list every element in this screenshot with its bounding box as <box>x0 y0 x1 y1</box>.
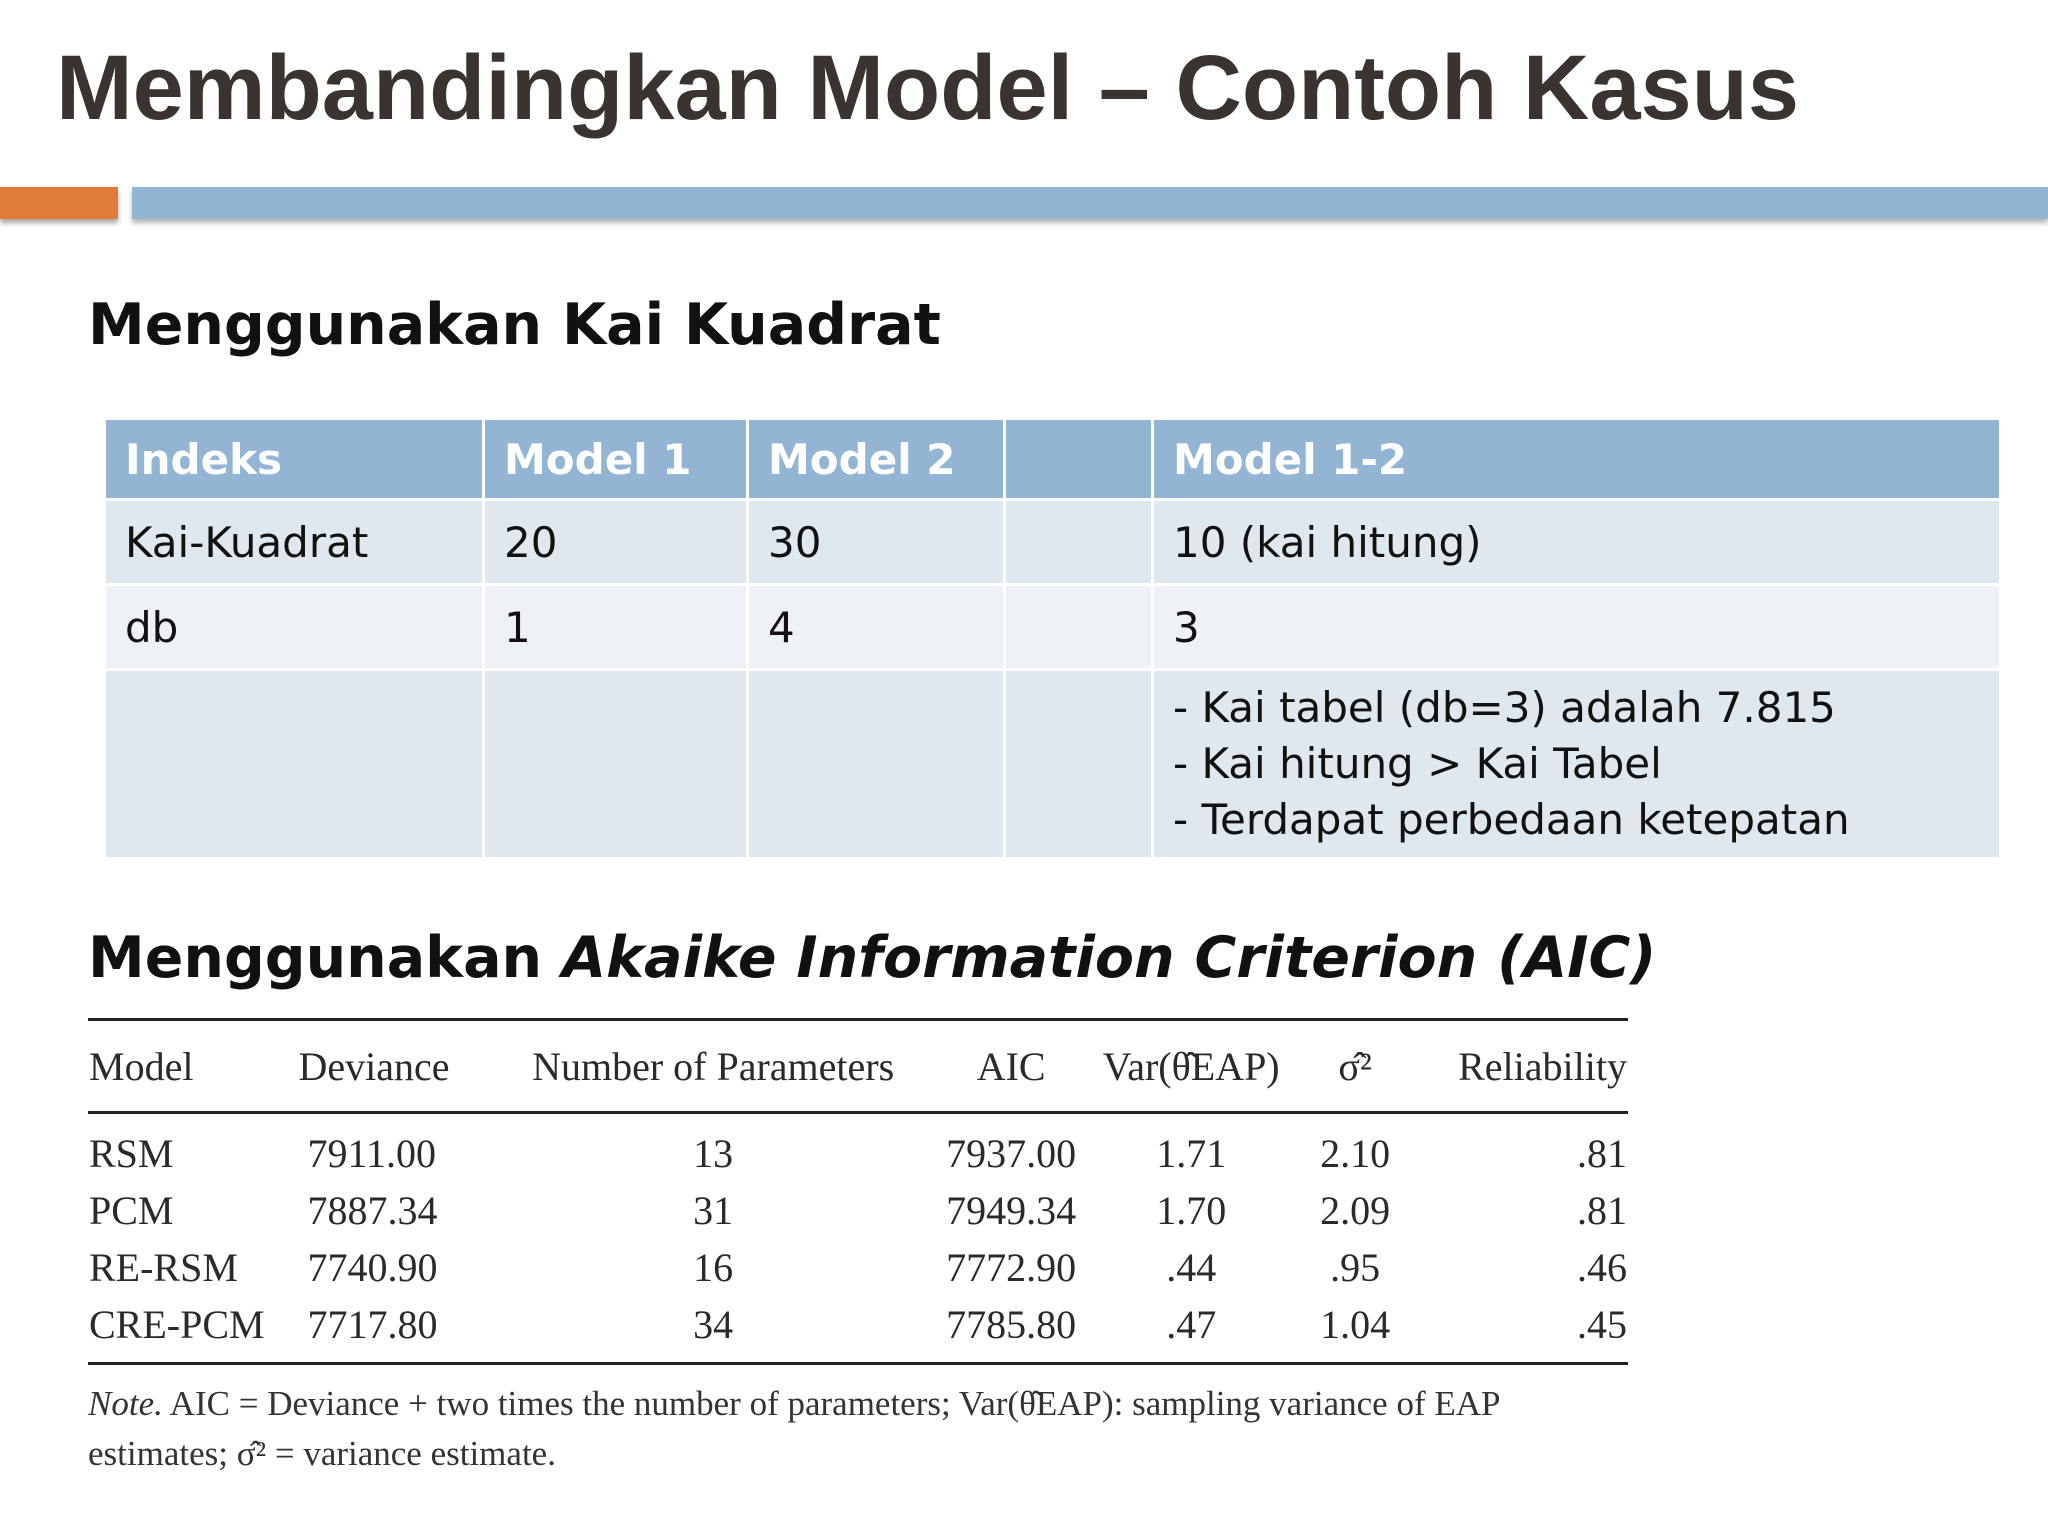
table-cell <box>1005 500 1153 585</box>
table-cell: 1.70 <box>1156 1188 1227 1233</box>
table-cell: 31 <box>693 1188 734 1233</box>
table-cell: .81 <box>1577 1188 1627 1233</box>
table-cell <box>105 670 484 859</box>
chi-square-table <box>103 417 2002 860</box>
table-row <box>88 1113 1628 1183</box>
table-note <box>88 1379 1628 1479</box>
note-label: Note. <box>88 1384 163 1423</box>
table-cell: db <box>105 585 484 670</box>
table-cell: 1.04 <box>1320 1302 1391 1347</box>
aic-table-image <box>88 1018 1628 1479</box>
section-heading-aic <box>88 925 1656 991</box>
table-cell <box>1005 585 1153 670</box>
aic-header-row <box>88 1020 1628 1113</box>
header-indeks: Indeks <box>105 419 484 500</box>
table-cell: .46 <box>1577 1245 1627 1290</box>
header-reliability: Reliability <box>1458 1043 1627 1089</box>
table-cell: 20 <box>484 500 748 585</box>
header-model-1: Model 1 <box>484 419 748 500</box>
header-number-of-parameters: Number of Parameters <box>532 1043 895 1089</box>
note-line: - Kai tabel (db=3) adalah 7.815 <box>1173 683 1836 732</box>
header-model: Model <box>89 1043 194 1089</box>
table-cell: 7911.00 <box>307 1131 436 1176</box>
table-cell: 7717.80 <box>307 1302 438 1347</box>
note-text: AIC = Deviance + two times the number of parameters; Var(θ̂EAP): sampling variance of EAP estimates; σ̂² = variance estimate. <box>88 1384 1500 1473</box>
table-cell: 1.71 <box>1156 1131 1227 1176</box>
table-cell: 7937.00 <box>946 1131 1077 1176</box>
table-cell: 2.09 <box>1320 1188 1391 1233</box>
heading-italic: Akaike Information Criterion (AIC) <box>561 925 1657 991</box>
table-cell: 2.10 <box>1320 1131 1391 1176</box>
table-cell: .95 <box>1330 1245 1381 1290</box>
table-row <box>88 1296 1628 1364</box>
slide-title: Membandingkan Model – Contoh Kasus <box>56 37 1800 139</box>
chi-row-kai-kuadrat <box>105 500 2001 585</box>
note-line: - Terdapat perbedaan ketepatan <box>1173 795 1850 844</box>
accent-bar-blue <box>132 187 2048 219</box>
table-cell: 3 <box>1153 585 2001 670</box>
table-cell: 13 <box>693 1131 734 1176</box>
table-cell: CRE-PCM <box>89 1302 265 1347</box>
table-row <box>88 1182 1628 1239</box>
table-cell: 7772.90 <box>946 1245 1077 1290</box>
header-empty <box>1005 419 1153 500</box>
table-cell: 34 <box>693 1302 734 1347</box>
header-var-eap: Var(θ̂EAP) <box>1102 1043 1280 1089</box>
header-sigma-squared: σ̂² <box>1338 1043 1372 1089</box>
table-cell: 10 (kai hitung) <box>1153 500 2001 585</box>
table-cell: Kai-Kuadrat <box>105 500 484 585</box>
table-cell: 7949.34 <box>946 1188 1077 1233</box>
table-cell <box>748 670 1005 859</box>
table-cell: 16 <box>693 1245 734 1290</box>
accent-bar-orange <box>0 187 118 219</box>
note-line: - Kai hitung > Kai Tabel <box>1173 739 1662 788</box>
header-model-1-2: Model 1-2 <box>1153 419 2001 500</box>
table-cell: RSM <box>89 1131 174 1176</box>
chi-row-notes <box>105 670 2001 859</box>
conclusion-notes <box>1153 670 2001 859</box>
table-cell: 7740.90 <box>307 1245 438 1290</box>
table-cell: RE-RSM <box>89 1245 238 1290</box>
header-model-2: Model 2 <box>748 419 1005 500</box>
table-cell: .81 <box>1577 1131 1627 1176</box>
chi-row-db <box>105 585 2001 670</box>
header-aic: AIC <box>976 1043 1046 1089</box>
aic-table <box>88 1018 1628 1365</box>
table-cell <box>484 670 748 859</box>
table-cell: 4 <box>748 585 1005 670</box>
table-cell: 7887.34 <box>307 1188 438 1233</box>
section-heading-chi-square: Menggunakan Kai Kuadrat <box>88 292 941 358</box>
table-cell: PCM <box>89 1188 174 1233</box>
chi-header-row <box>105 419 2001 500</box>
heading-plain: Menggunakan <box>88 925 562 991</box>
table-cell: 30 <box>748 500 1005 585</box>
table-cell <box>1005 670 1153 859</box>
table-cell: 1 <box>484 585 748 670</box>
table-cell: .45 <box>1577 1302 1627 1347</box>
table-cell: 7785.80 <box>946 1302 1077 1347</box>
table-cell: .47 <box>1166 1302 1217 1347</box>
table-cell: .44 <box>1166 1245 1217 1290</box>
header-deviance: Deviance <box>298 1043 450 1089</box>
table-row <box>88 1239 1628 1296</box>
